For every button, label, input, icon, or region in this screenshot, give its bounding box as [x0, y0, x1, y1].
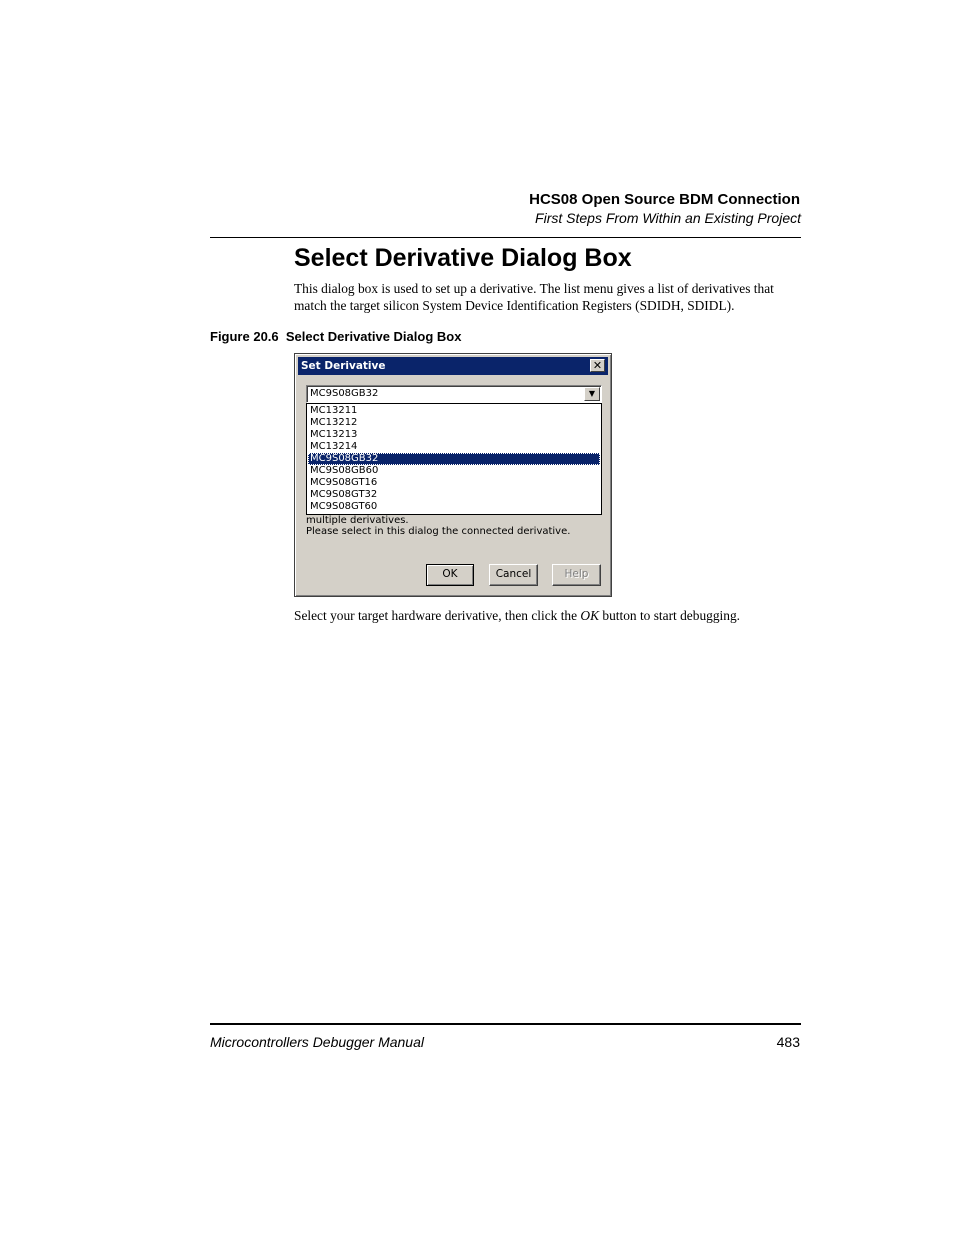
- list-item[interactable]: MC9S08GB60: [310, 465, 379, 476]
- list-item[interactable]: MC13213: [310, 429, 358, 440]
- header-rule: [210, 237, 801, 238]
- footer-rule: [210, 1023, 801, 1025]
- intro-paragraph: This dialog box is used to set up a derivative. The list menu gives a list of derivatives that match the target silicon System Device Identification Registers (SDIDH, SDIDL).: [294, 281, 774, 313]
- closing-paragraph: [294, 608, 740, 624]
- dialog-title: Set Derivative: [301, 360, 386, 372]
- close-icon[interactable]: ✕: [590, 359, 605, 372]
- list-item[interactable]: MC13211: [310, 405, 358, 416]
- figure-caption: Figure 20.6 Select Derivative Dialog Box: [210, 329, 462, 344]
- footer-manual-title: Microcontrollers Debugger Manual: [210, 1034, 424, 1050]
- page-number: 483: [776, 1034, 800, 1050]
- ok-button[interactable]: OK: [426, 564, 474, 586]
- running-header-title: HCS08 Open Source BDM Connection: [529, 191, 800, 208]
- combobox-value: MC9S08GB32: [310, 388, 379, 399]
- closing-text-after: button to start debugging.: [599, 608, 740, 623]
- chevron-down-icon[interactable]: ▼: [584, 387, 600, 401]
- running-header-subtitle: First Steps From Within an Existing Project: [535, 210, 801, 226]
- help-button[interactable]: Help: [552, 564, 601, 586]
- cancel-button[interactable]: Cancel: [489, 564, 538, 586]
- dialog-titlebar[interactable]: [298, 357, 608, 375]
- dialog-message-line1: multiple derivatives.: [306, 515, 409, 526]
- derivative-combobox[interactable]: [306, 385, 602, 403]
- list-item[interactable]: MC13214: [310, 441, 358, 452]
- list-item[interactable]: MC9S08GB32: [308, 453, 600, 465]
- closing-emphasis: OK: [580, 608, 600, 623]
- list-item[interactable]: MC9S08GT16: [310, 477, 378, 488]
- section-title: Select Derivative Dialog Box: [294, 244, 632, 272]
- derivative-list[interactable]: [306, 403, 602, 515]
- closing-text-before: Select your target hardware derivative, then click the: [294, 608, 581, 623]
- list-item[interactable]: MC9S08GT60: [310, 501, 378, 512]
- list-item[interactable]: MC13212: [310, 417, 358, 428]
- list-item[interactable]: MC9S08GT32: [310, 489, 378, 500]
- dialog-message-line2: Please select in this dialog the connected derivative.: [306, 526, 571, 537]
- set-derivative-dialog: [294, 353, 612, 597]
